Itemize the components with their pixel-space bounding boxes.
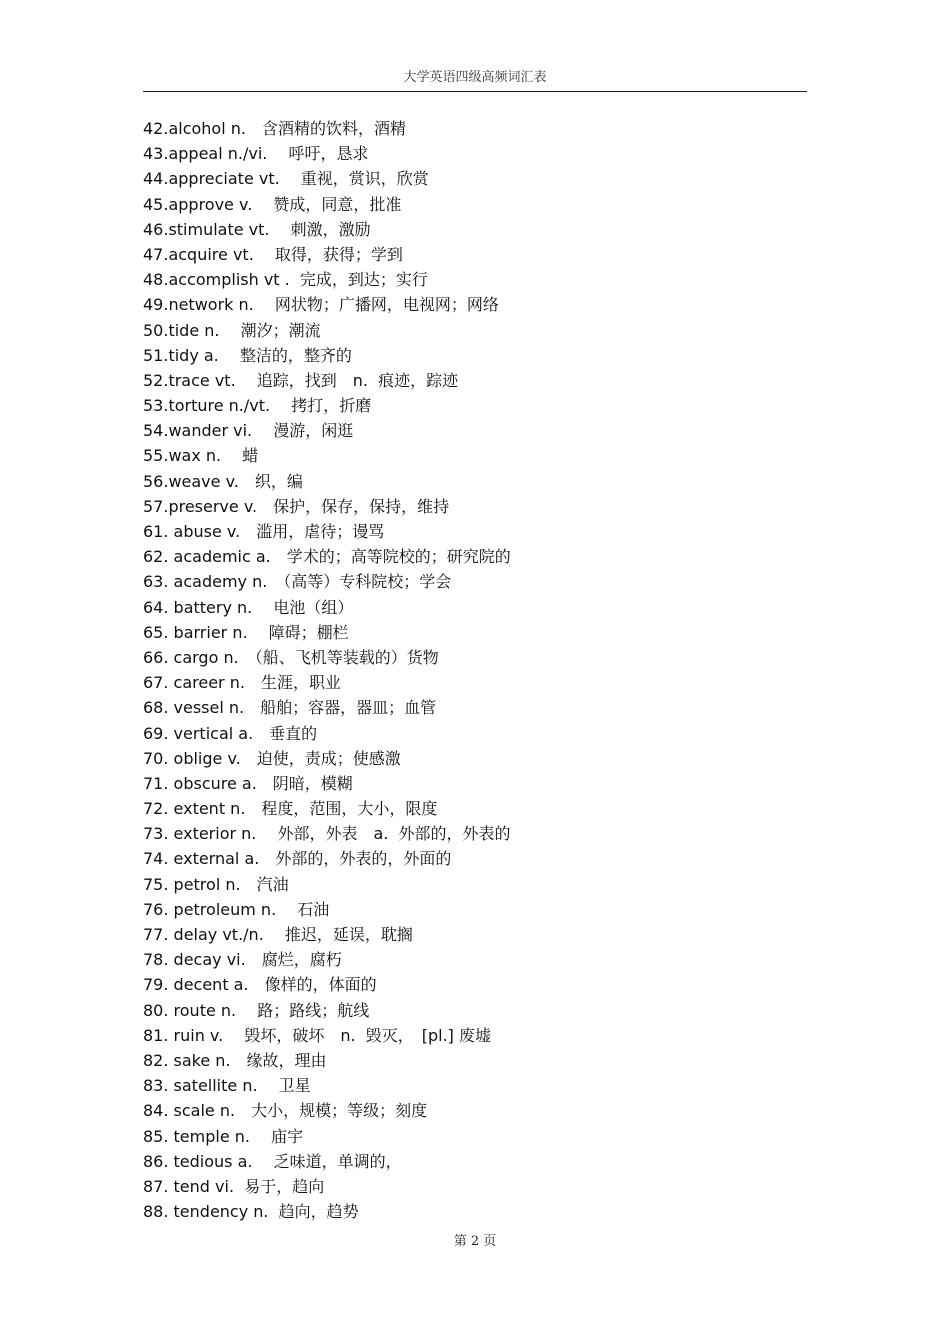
vocabulary-entry: 88. tendency n. 趋向，趋势 [143,1202,359,1222]
vocabulary-entry: 80. route n. 路；路线；航线 [143,1000,370,1020]
vocabulary-entry: 86. tedious a. 乏味道，单调的， [143,1151,402,1171]
vocabulary-entry: 55.wax n. 蜡 [143,446,259,466]
vocabulary-entry: 79. decent a. 像样的，体面的 [143,975,377,995]
vocabulary-entry: 64. battery n. 电池（组） [143,597,354,617]
page-header-title: 大学英语四级高频词汇表 [403,70,547,85]
vocabulary-entry: 63. academy n. （高等）专科院校；学会 [143,572,452,592]
vocabulary-entry: 49.network n. 网状物；广播网，电视网；网络 [143,295,499,315]
vocabulary-entry: 68. vessel n. 船舶；容器，器皿；血管 [143,698,437,718]
vocabulary-entry: 85. temple n. 庙宇 [143,1126,304,1146]
vocabulary-entry: 47.acquire vt. 取得，获得；学到 [143,244,403,264]
vocabulary-entry: 42.alcohol n. 含酒精的饮料，酒精 [143,119,406,138]
vocabulary-entry: 48.accomplish vt . 完成，到达；实行 [143,270,428,290]
vocabulary-entry: 44.appreciate vt. 重视，赏识，欣赏 [143,169,429,189]
vocabulary-entry: 74. external a. 外部的，外表的，外面的 [143,849,452,869]
vocabulary-list [143,116,511,1224]
vocabulary-entry: 78. decay vi. 腐烂，腐朽 [143,950,342,970]
vocabulary-entry: 56.weave v. 织，编 [143,471,303,491]
vocabulary-entry: 54.wander vi. 漫游，闲逛 [143,421,354,441]
vocabulary-entry: 75. petrol n. 汽油 [143,874,289,894]
vocabulary-entry: 69. vertical a. 垂直的 [143,723,318,743]
vocabulary-entry: 53.torture n./vt. 拷打，折磨 [143,396,372,416]
vocabulary-entry: 81. ruin v. 毁坏，破坏 n. 毁灭， [pl.] 废墟 [143,1025,491,1045]
vocabulary-entry: 50.tide n. 潮汐；潮流 [143,320,321,340]
vocabulary-entry: 43.appeal n./vi. 呼吁，恳求 [143,144,369,164]
vocabulary-entry: 73. exterior n. 外部，外表 a. 外部的，外表的 [143,824,511,844]
vocabulary-entry: 51.tidy a. 整洁的，整齐的 [143,345,352,365]
page-number: 第 2 页 [453,1234,497,1249]
vocabulary-entry: 72. extent n. 程度，范围，大小，限度 [143,799,438,819]
vocabulary-entry: 65. barrier n. 障碍；棚栏 [143,622,349,642]
vocabulary-entry: 77. delay vt./n. 推迟，延误，耽搁 [143,925,413,944]
vocabulary-entry: 52.trace vt. 追踪，找到 n. 痕迹，踪迹 [143,370,459,390]
vocabulary-entry: 45.approve v. 赞成，同意，批准 [143,194,402,214]
vocabulary-entry: 70. oblige v. 迫使，责成；使感激 [143,748,401,768]
vocabulary-entry: 82. sake n. 缘故，理由 [143,1050,327,1070]
vocabulary-entry: 84. scale n. 大小，规模；等级；刻度 [143,1101,428,1121]
vocabulary-entry: 62. academic a. 学术的；高等院校的；研究院的 [143,547,511,567]
vocabulary-entry: 67. career n. 生涯，职业 [143,673,341,693]
vocabulary-entry: 87. tend vi. 易于，趋向 [143,1176,325,1196]
header-divider [143,91,807,92]
vocabulary-entry: 46.stimulate vt. 刺激，激励 [143,219,371,239]
vocabulary-entry: 71. obscure a. 阴暗，模糊 [143,773,353,793]
vocabulary-entry: 83. satellite n. 卫星 [143,1076,311,1096]
vocabulary-entry: 61. abuse v. 滥用，虐待；谩骂 [143,522,385,541]
vocabulary-entry: 66. cargo n. （船、飞机等装载的）货物 [143,647,439,667]
vocabulary-entry: 57.preserve v. 保护，保存，保持，维持 [143,496,450,516]
vocabulary-entry: 76. petroleum n. 石油 [143,899,330,919]
